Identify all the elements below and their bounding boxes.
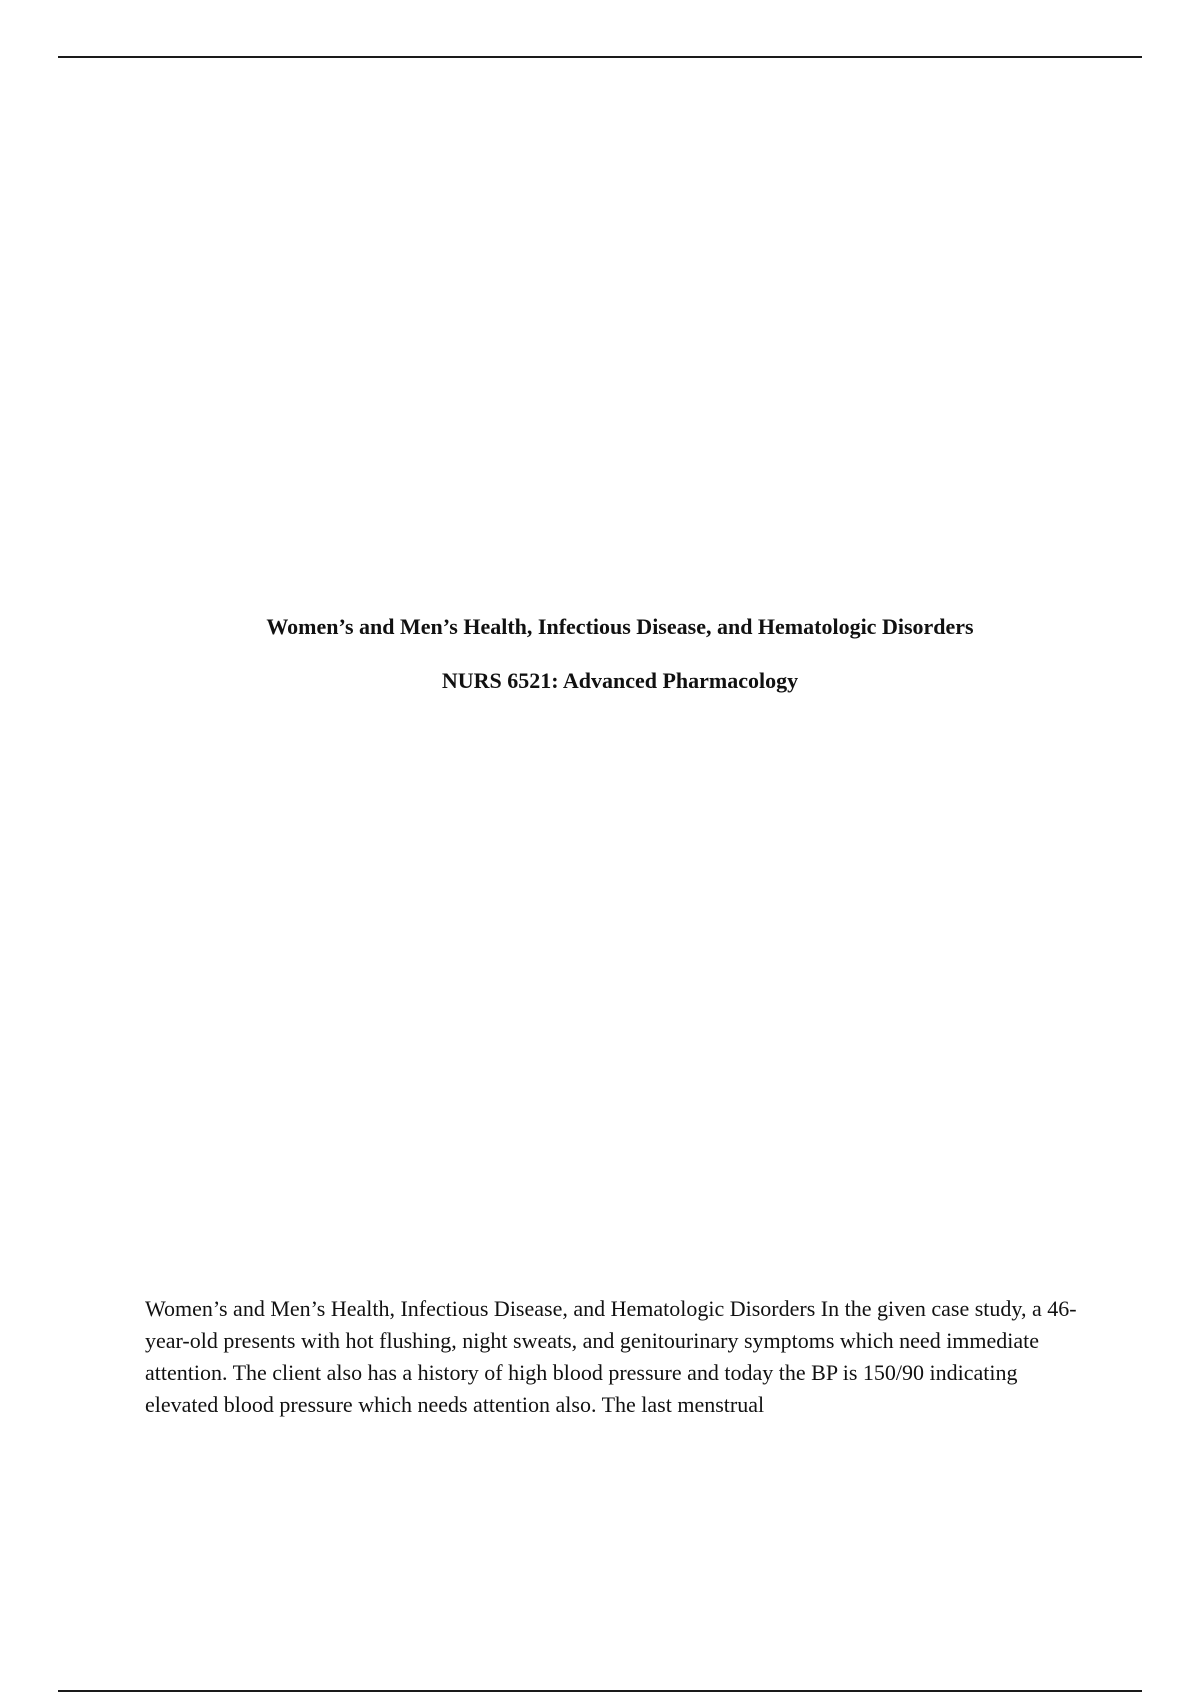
body-paragraph: Women’s and Men’s Health, Infectious Disease, and Hematologic Disorders In the given case study, a 46-year-old presents with hot flushing, night sweats, and genitourinary symptoms which need immediate attention. The client also has a history of high blood pressure and today the BP is 150/90 indicating elevated blood pressure which needs attention also. The last menstrual <box>145 1296 1077 1417</box>
header-rule <box>58 56 1142 58</box>
footer-rule <box>58 1690 1142 1692</box>
document-title: Women’s and Men’s Health, Infectious Disease, and Hematologic Disorders <box>266 614 974 639</box>
course-title: NURS 6521: Advanced Pharmacology <box>441 668 799 693</box>
title-block <box>0 612 1200 696</box>
